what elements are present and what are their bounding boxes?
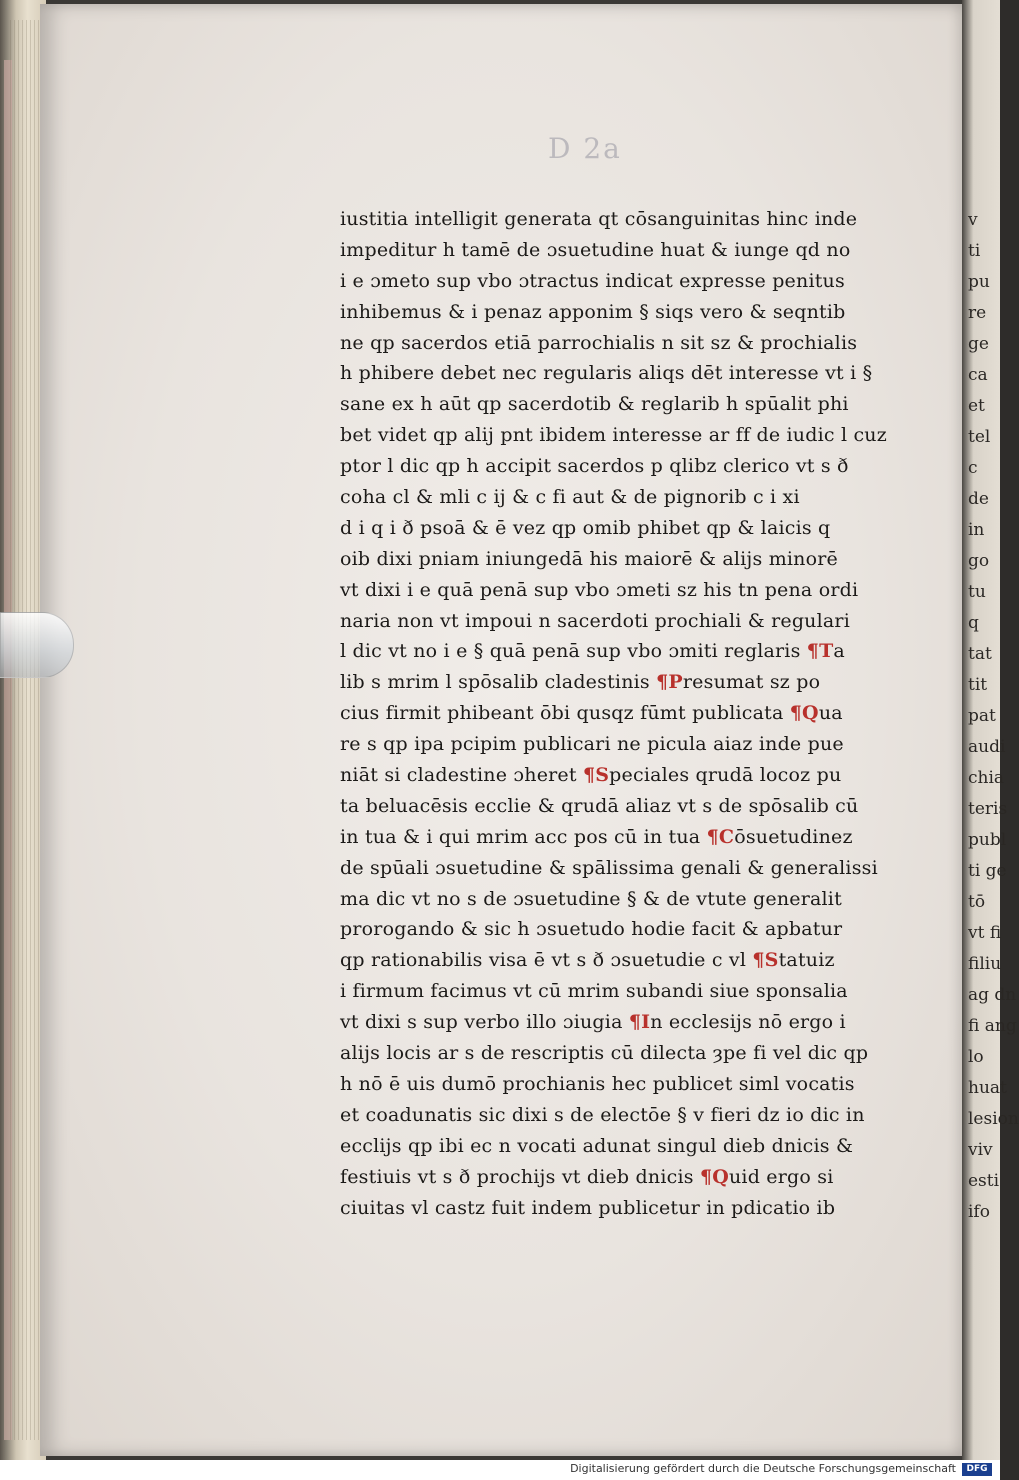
- rubric-initial: ¶S: [582, 764, 610, 787]
- facing-fragment: c: [968, 458, 978, 478]
- facing-fragment: huat: [968, 1078, 1007, 1098]
- text-line: [340, 1193, 932, 1224]
- text-line-body: ciuitas vl castz fuit indem publicetur in pdicatio ib: [340, 1196, 836, 1219]
- facing-fragment: fi ang: [968, 1016, 1017, 1036]
- facing-page: [962, 0, 1019, 1460]
- facing-fragment: viv: [968, 1140, 993, 1160]
- text-line: [340, 822, 932, 853]
- text-line-body: prorogando & sic h ɔsuetudo hodie facit & apbatur: [340, 918, 843, 941]
- text-line-body: d i q i ð psoā & ē vez qp omib phibet qp & laicis q: [340, 516, 831, 539]
- text-line: [340, 914, 932, 945]
- text-line-body: ne qp sacerdos etiā parrochialis n sit sz & prochialis: [340, 331, 858, 354]
- text-line-continuation: n ecclesijs nō ergo i: [650, 1011, 846, 1034]
- rubric-initial: ¶P: [656, 671, 683, 694]
- text-line: [340, 389, 932, 420]
- facing-fragment: tu: [968, 582, 986, 602]
- text-line: [340, 606, 932, 637]
- dfg-logo: DFG: [962, 1463, 992, 1476]
- facing-fragment: tō: [968, 892, 986, 912]
- facing-fragment: q: [968, 613, 979, 633]
- text-line-body: iustitia intelligit generata qt cōsanguinitas hinc inde: [340, 208, 858, 230]
- text-line: [340, 976, 932, 1007]
- page-clip: [0, 612, 74, 678]
- text-line-body: et coadunatis sic dixi s de electōe § v fieri dz io dic in: [340, 1103, 865, 1126]
- text-line-body: vt dixi s sup verbo illo ɔiugia: [340, 1011, 623, 1034]
- text-line-body: re s qp ipa pcipim publicari ne picula aiaz inde pue: [340, 733, 844, 756]
- text-line-body: in tua & i qui mrim acc pos cū in tua: [340, 825, 701, 848]
- rubric-initial: ¶I: [628, 1011, 651, 1034]
- text-line: [340, 945, 932, 976]
- text-line: [340, 451, 932, 482]
- text-line: [340, 667, 932, 698]
- text-line: [340, 328, 932, 359]
- text-line: [340, 729, 932, 760]
- footer-bar: [0, 1460, 1000, 1480]
- folio-mark: D 2a: [548, 132, 622, 165]
- facing-fragment: vt fi: [968, 923, 1002, 943]
- rubric-initial: ¶S: [752, 949, 779, 972]
- text-line: [340, 297, 932, 328]
- facing-fragment: ge: [968, 334, 989, 354]
- facing-fragment: tit: [968, 675, 988, 695]
- rubric-initial: ¶Q: [699, 1165, 729, 1188]
- facing-fragment: publ: [968, 830, 1007, 850]
- text-line-continuation: resumat sz po: [682, 671, 821, 694]
- red-page-edge: [4, 60, 12, 1440]
- facing-fragment: v: [968, 210, 978, 230]
- text-line-body: i e ɔmeto sup vbo ɔtractus indicat expresse penitus: [340, 269, 845, 292]
- text-line: [340, 513, 932, 544]
- text-line: [340, 636, 932, 667]
- text-line-body: cius firmit phibeant ōbi qusqz fūmt publicata: [340, 702, 784, 725]
- text-line: [340, 575, 932, 606]
- text-line-continuation: ōsuetudinez: [734, 825, 853, 848]
- rubric-initial: ¶Q: [789, 702, 819, 725]
- text-line: [340, 204, 932, 235]
- text-line-body: oib dixi pniam iniungedā his maiorē & alijs minorē: [340, 547, 838, 570]
- facing-fragment: filiu: [968, 954, 1002, 974]
- text-line: [340, 791, 932, 822]
- text-line: [340, 1131, 932, 1162]
- text-line: [340, 482, 932, 513]
- footer-credit: Digitalisierung gefördert durch die Deutsche Forschungsgemeinschaft: [570, 1462, 956, 1475]
- facing-fragment: esti: [968, 1171, 1000, 1191]
- text-line-continuation: ua: [818, 702, 843, 725]
- text-line-body: alijs locis ar s de rescriptis cū dilecta ȝpe fi vel dic qp: [340, 1042, 869, 1065]
- text-line: [340, 853, 932, 884]
- text-line: [340, 698, 932, 729]
- text-line-body: de spūali ɔsuetudine & spālissima genali & generalissi: [340, 856, 878, 879]
- facing-fragment: ifo: [968, 1202, 990, 1222]
- rubric-initial: ¶T: [806, 640, 834, 663]
- text-line-continuation: a: [833, 640, 845, 663]
- text-line-body: l dic vt no i e § quā penā sup vbo ɔmiti reglaris: [340, 640, 801, 663]
- facing-fragment: teris: [968, 799, 1008, 819]
- text-line-body: coha cl & mli c ij & c fi aut & de pignorib c i xi: [340, 486, 800, 509]
- facing-fragment: tel: [968, 427, 991, 447]
- text-line: [340, 358, 932, 389]
- text-line: [340, 884, 932, 915]
- text-line-continuation: uid ergo si: [728, 1165, 834, 1188]
- text-line-body: niāt si cladestine ɔheret: [340, 764, 577, 787]
- text-line: [340, 235, 932, 266]
- facing-fragment: ti: [968, 241, 981, 261]
- facing-fragment: in: [968, 520, 985, 540]
- facing-fragment: ag dn: [968, 985, 1017, 1005]
- text-line-body: ecclijs qp ibi ec n vocati adunat singul dieb dnicis &: [340, 1134, 854, 1157]
- text-line-body: i firmum facimus vt cū mrim subandi siue sponsalia: [340, 980, 848, 1003]
- rubric-initial: ¶C: [706, 825, 735, 848]
- text-line-body: impeditur h tamē de ɔsuetudine huat & iunge qd no: [340, 238, 851, 261]
- facing-fragment: pat: [968, 706, 996, 726]
- text-line-continuation: tatuiz: [778, 949, 835, 972]
- text-line: [340, 1007, 932, 1038]
- facing-fragment: go: [968, 551, 990, 571]
- facing-fragment: ti ge: [968, 861, 1007, 881]
- facing-fragment: et: [968, 396, 985, 416]
- text-line-body: bet videt qp alij pnt ibidem interesse ar ff de iudic l cuz: [340, 424, 887, 447]
- text-line: [340, 1162, 932, 1193]
- text-line: [340, 1038, 932, 1069]
- text-line: [340, 1100, 932, 1131]
- text-line-body: ma dic vt no s de ɔsuetudine § & de vtute generalit: [340, 887, 842, 910]
- text-line: [340, 266, 932, 297]
- text-line-body: ta beluacēsis ecclie & qrudā aliaz vt s de spōsalib cū: [340, 794, 859, 817]
- facing-fragment: chia: [968, 768, 1005, 788]
- facing-fragment: audi: [968, 737, 1006, 757]
- text-block: [340, 204, 932, 1223]
- text-line-body: ptor l dic qp h accipit sacerdos p qlibz clerico vt s ð: [340, 455, 849, 478]
- text-line-continuation: peciales qrudā locoz pu: [609, 764, 842, 787]
- text-line: [340, 544, 932, 575]
- facing-fragment: tat: [968, 644, 992, 664]
- facing-fragment: ca: [968, 365, 988, 385]
- text-line: [340, 1069, 932, 1100]
- text-line: [340, 760, 932, 791]
- facing-fragment: de: [968, 489, 989, 509]
- facing-fragment: lesion: [968, 1109, 1019, 1129]
- facing-fragment: pu: [968, 272, 990, 292]
- text-line-body: h phibere debet nec regularis aliqs dēt interesse vt i §: [340, 362, 873, 385]
- text-line-body: h nō ē uis dumō prochianis hec publicet siml vocatis: [340, 1072, 855, 1095]
- text-line-body: qp rationabilis visa ē vt s ð ɔsuetudie c vl: [340, 949, 747, 972]
- text-line-body: naria non vt impoui n sacerdoti prochiali & regulari: [340, 609, 850, 632]
- text-line-body: lib s mrim l spōsalib cladestinis: [340, 671, 650, 694]
- text-line: [340, 420, 932, 451]
- text-line-body: inhibemus & i penaz apponim § siqs vero & seqntib: [340, 300, 846, 323]
- facing-fragment: lo: [968, 1047, 984, 1067]
- text-line-body: sane ex h aūt qp sacerdotib & reglarib h spūalit phi: [340, 393, 849, 416]
- facing-fragment: re: [968, 303, 987, 323]
- text-line-body: festiuis vt s ð prochijs vt dieb dnicis: [340, 1165, 694, 1188]
- text-line-body: vt dixi i e quā penā sup vbo ɔmeti sz his tn pena ordi: [340, 578, 859, 601]
